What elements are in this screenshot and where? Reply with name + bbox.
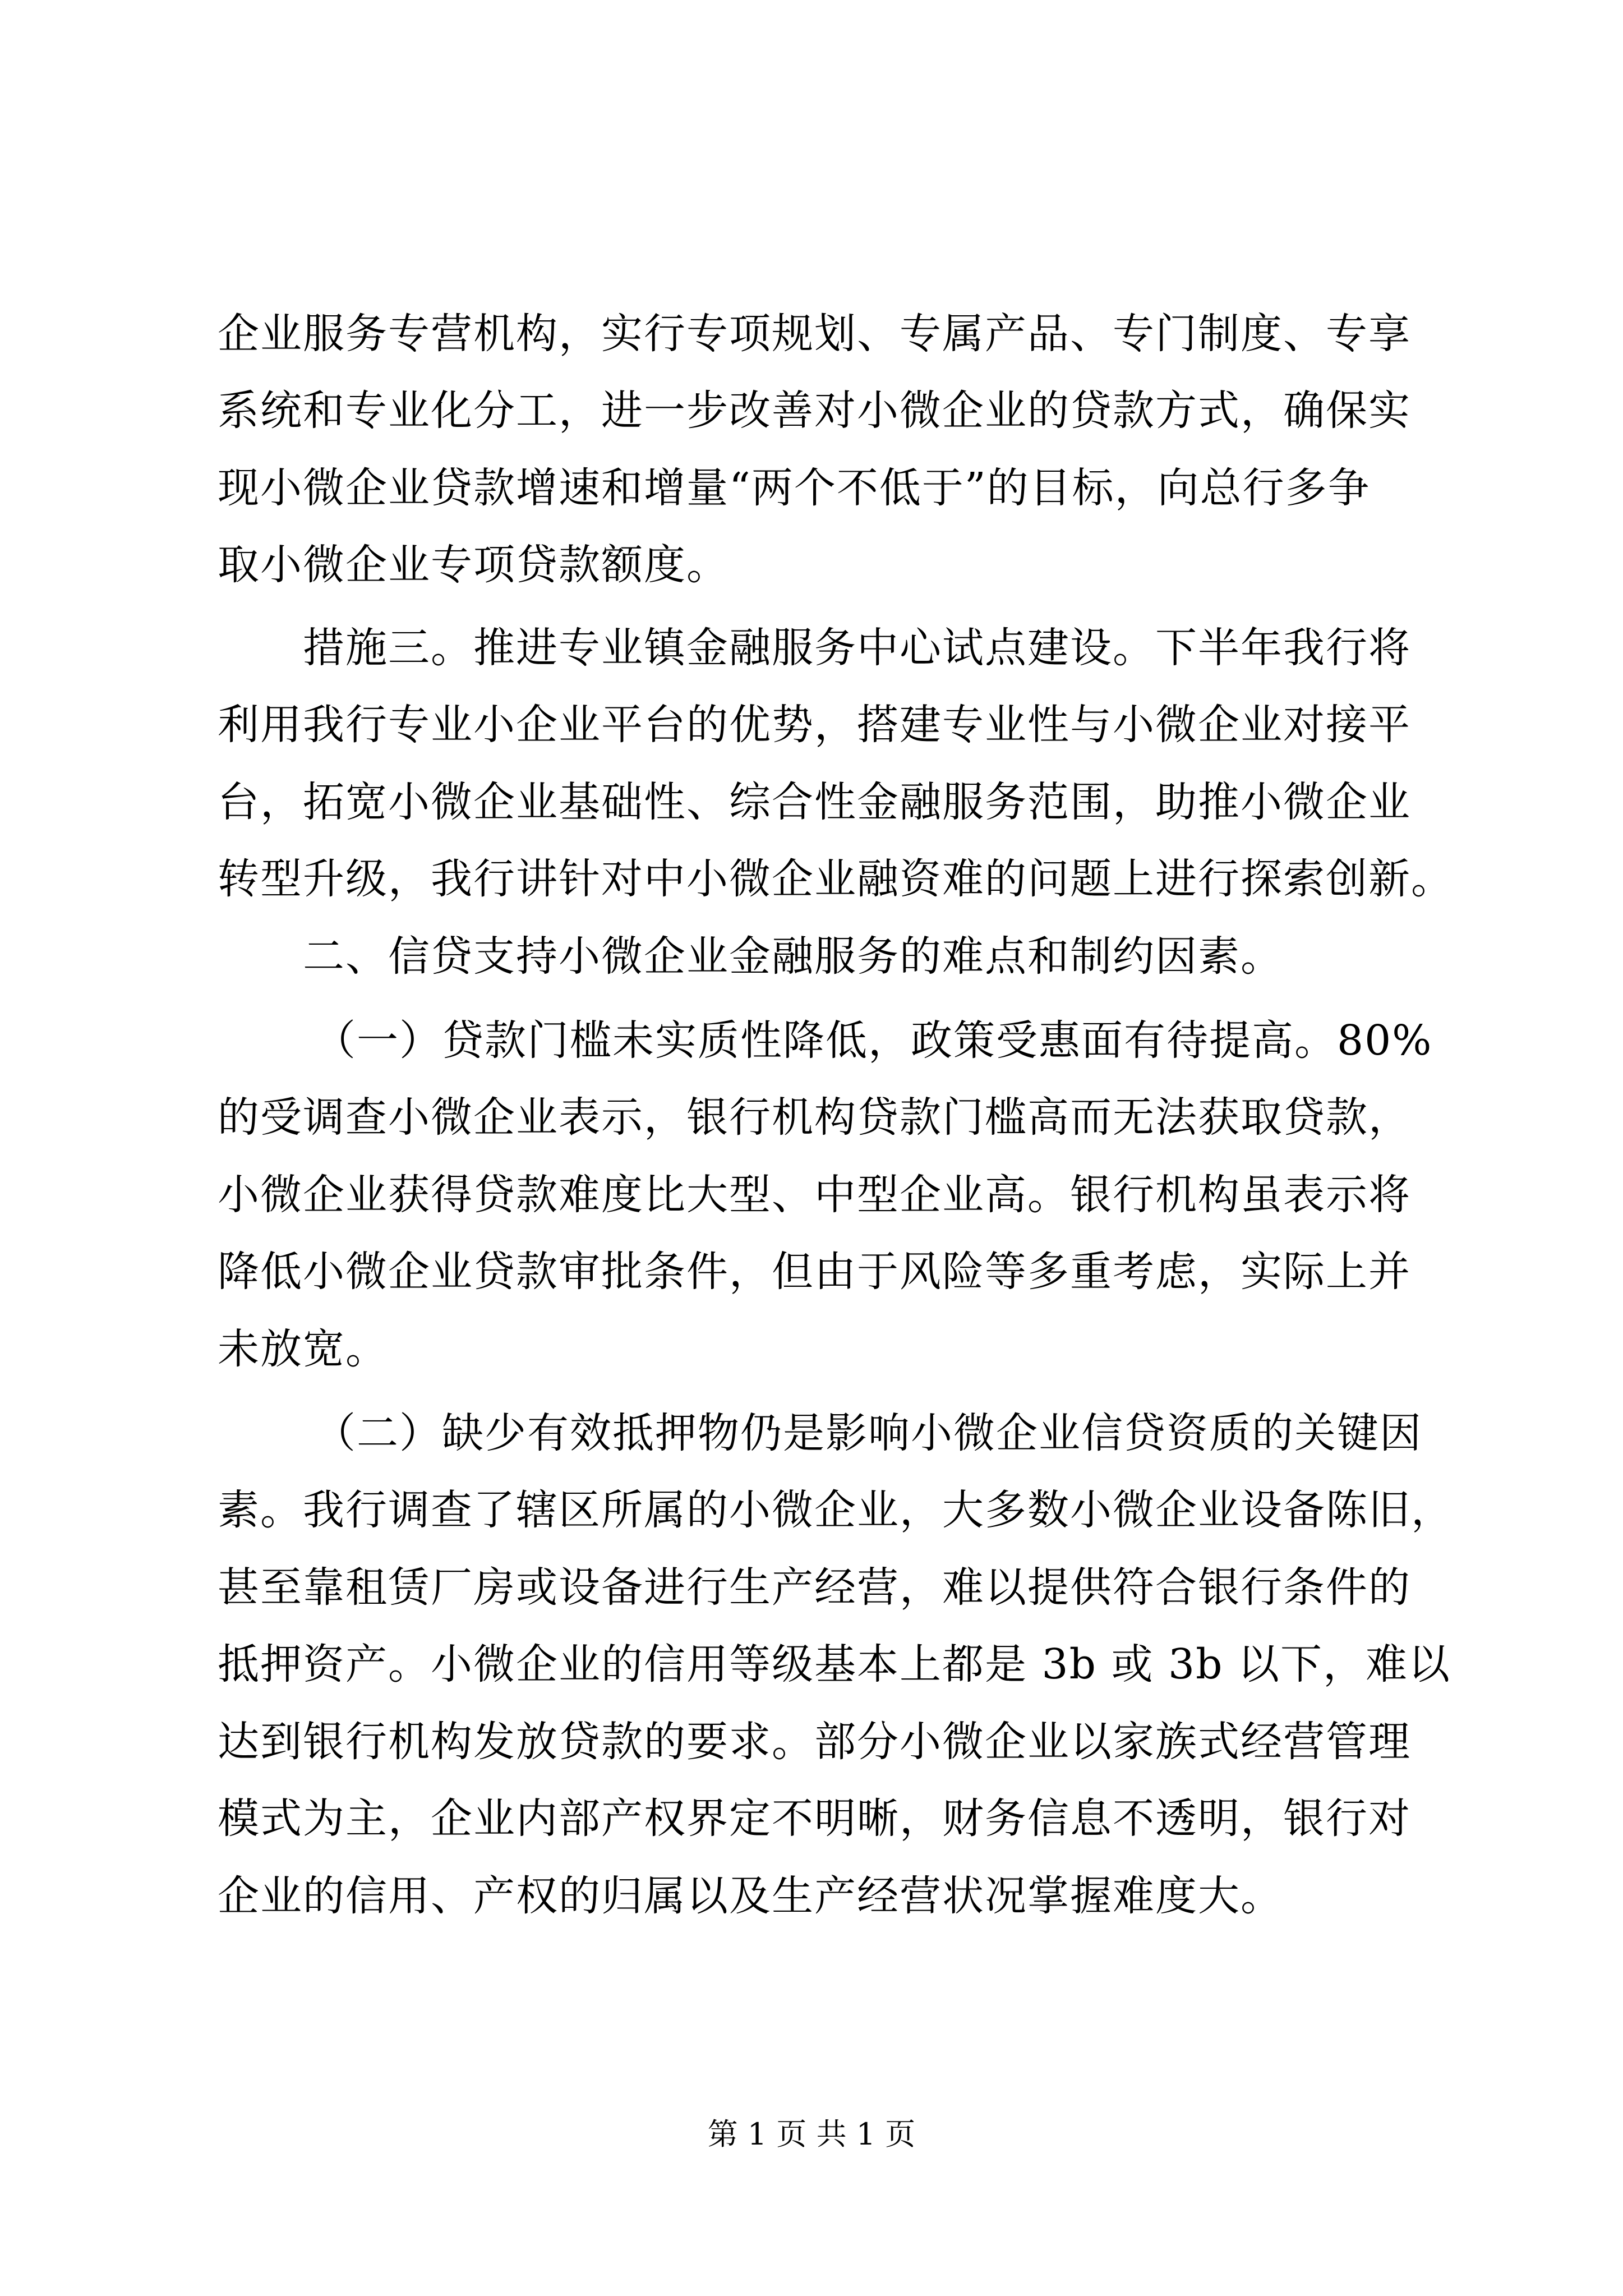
paragraph-line-20: 模式为主，企业内部产权界定不明晰，财务信息不透明，银行对 (218, 1795, 1411, 1843)
paragraph-line-18: 抵押资产。小微企业的信用等级基本上都是 3b 或 3b 以下，难以 (218, 1640, 1451, 1688)
paragraph-line-3: 现小微企业贷款增速和增量“两个不低于”的目标，向总行多争 (218, 464, 1371, 512)
paragraph-line-12: 小微企业获得贷款难度比大型、中型企业高。银行机构虽表示将 (218, 1171, 1411, 1219)
paragraph-line-10: （一）贷款门槛未实质性降低，政策受惠面有待提高。80% (314, 1016, 1433, 1065)
paragraph-line-5: 措施三。推进专业镇金融服务中心试点建设。下半年我行将 (303, 624, 1411, 672)
paragraph-line-19: 达到银行机构发放贷款的要求。部分小微企业以家族式经营管理 (218, 1718, 1411, 1766)
paragraph-line-7: 台，拓宽小微企业基础性、综合性金融服务范围，助推小微企业 (218, 778, 1411, 826)
paragraph-line-8: 转型升级，我行讲针对中小微企业融资难的问题上进行探索创新。 (218, 855, 1454, 903)
paragraph-line-2: 系统和专业化分工，进一步改善对小微企业的贷款方式，确保实 (218, 386, 1411, 435)
paragraph-line-21: 企业的信用、产权的归属以及生产经营状况掌握难度大。 (218, 1872, 1283, 1920)
paragraph-line-4: 取小微企业专项贷款额度。 (218, 541, 729, 589)
paragraph-line-17: 甚至靠租赁厂房或设备进行生产经营，难以提供符合银行条件的 (218, 1563, 1411, 1612)
paragraph-line-11: 的受调查小微企业表示，银行机构贷款门槛高而无法获取贷款， (218, 1093, 1411, 1142)
page-number-footer: 第 1 页 共 1 页 (707, 2116, 916, 2152)
paragraph-line-16: 素。我行调查了辖区所属的小微企业，大多数小微企业设备陈旧， (218, 1486, 1454, 1534)
paragraph-line-13: 降低小微企业贷款审批条件，但由于风险等多重考虑，实际上并 (218, 1248, 1411, 1296)
section-heading: 二、信贷支持小微企业金融服务的难点和制约因素。 (303, 932, 1283, 981)
paragraph-line-15: （二）缺少有效抵押物仍是影响小微企业信贷资质的关键因 (314, 1409, 1422, 1457)
paragraph-line-1: 企业服务专营机构，实行专项规划、专属产品、专门制度、专享 (218, 310, 1411, 358)
paragraph-line-14: 未放宽。 (218, 1325, 388, 1373)
paragraph-line-6: 利用我行专业小企业平台的优势，搭建专业性与小微企业对接平 (218, 701, 1411, 749)
